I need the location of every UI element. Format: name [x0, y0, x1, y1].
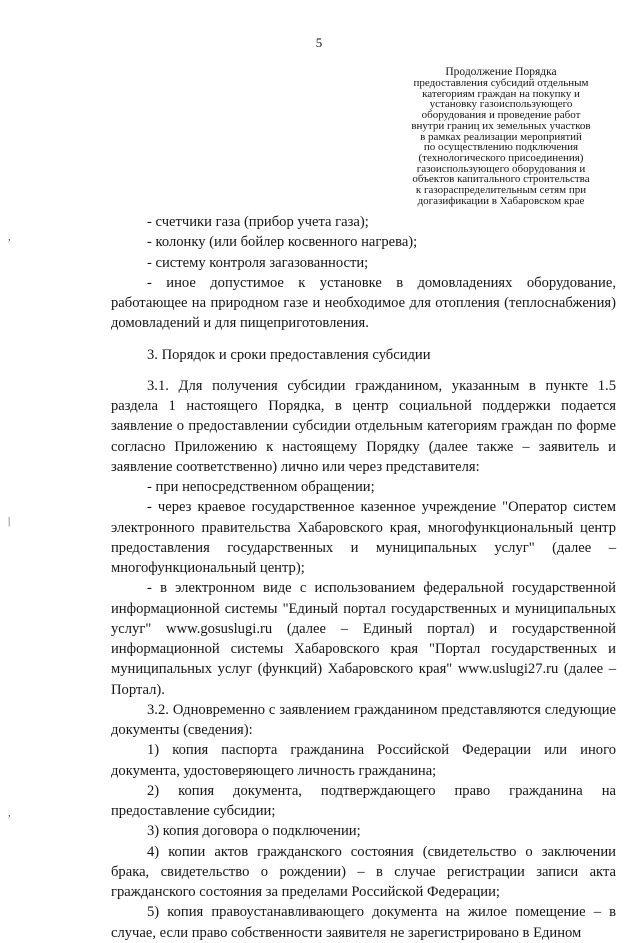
continuation-line: установку газоиспользующего — [429, 98, 573, 111]
paragraph-3-1: 3.1. Для получения субсидии гражданином, указанным в пункте 1.5 раздела 1 настоящего Порядка, в центр социальной поддержки подается заявление о предоставлении субсидии отдельным категориям граждан по форме согласно Приложению к настоящему Порядку (далее также – заявитель и заявление соответственно) лично или через представителя: — [111, 377, 616, 475]
continuation-line: газоиспользующего оборудования и — [416, 162, 586, 175]
margin-mark: | — [8, 515, 11, 527]
document-item-3: 3) копия договора о подключении; — [147, 823, 361, 840]
continuation-line: по осуществлению подключения — [423, 141, 579, 154]
list-item-electronic: - в электронном виде с использованием федеральной государственной информационной системы "Единый портал государственных и муниципальных услуг" www.gosuslugi.ru (далее – Единый портал) и государственной информационной системы Хабаровского края "Портал государственных и муниципальных услуг (функций) Хабаровского края" www.uslugi27.ru (далее – Портал). — [111, 580, 616, 698]
document-body — [111, 212, 616, 943]
continuation-line: категориям граждан на покупку и — [422, 87, 580, 100]
margin-mark: , — [8, 231, 11, 243]
continuation-line: догазификации в Хабаровском крае — [417, 194, 585, 207]
document-item-1: 1) копия паспорта гражданина Российской Федерации или иного документа, удостоверяющего личность гражданина; — [111, 742, 616, 779]
continuation-line: внутри границ их земельных участков — [411, 119, 591, 132]
page-number: 5 — [315, 35, 323, 50]
continuation-line: к газораспределительным сетям при — [415, 184, 587, 197]
list-item-in-person: - при непосредственном обращении; — [147, 479, 375, 495]
continuation-title: Продолжение Порядка — [445, 66, 557, 78]
continuation-line: (технологического присоединения) — [418, 151, 584, 164]
list-item-other-equipment: - иное допустимое к установке в домовладениях оборудование, работающее на природном газе и необходимое для отопления (теплоснабжения) домовладений и для пищеприготовления. — [111, 274, 616, 332]
continuation-note — [376, 66, 626, 206]
continuation-line: предоставления субсидий отдельным — [413, 77, 589, 89]
document-item-4: 4) копии актов гражданского состояния (свидетельство о заключении брака, свидетельство о рождении) – в случае регистрации записи акта гражданского состояния за пределами Российской Федерации; — [111, 843, 616, 900]
document-item-2: 2) копия документа, подтверждающего право гражданина на предоставление субсидии; — [111, 782, 616, 819]
list-item-mfc: - через краевое государственное казенное учреждение "Оператор систем электронного правительства Хабаровского края, многофункциональный центр предоставления государственных и муниципальных услуг" (далее – многофункциональный центр); — [111, 499, 616, 576]
list-item-gas-meters: - счетчики газа (прибор учета газа); — [147, 214, 369, 230]
margin-mark: , — [8, 807, 11, 819]
continuation-line: объектов капитального строительства — [412, 173, 590, 186]
section-heading: 3. Порядок и сроки предоставления субсидии — [147, 346, 431, 363]
list-item-gas-detection: - систему контроля загазованности; — [147, 254, 369, 271]
paragraph-3-2: 3.2. Одновременно с заявлением гражданином представляются следующие документы (сведения): — [111, 701, 616, 738]
continuation-line: оборудования и проведение работ — [421, 109, 581, 122]
list-item-water-heater: - колонку (или бойлер косвенного нагрева); — [147, 234, 418, 251]
document-item-5: 5) копия правоустанавливающего документа на жилое помещение – в случае, если право собственности заявителя не зарегистрировано в Едином — [111, 904, 616, 941]
continuation-line: в рамках реализации мероприятий — [420, 130, 582, 143]
